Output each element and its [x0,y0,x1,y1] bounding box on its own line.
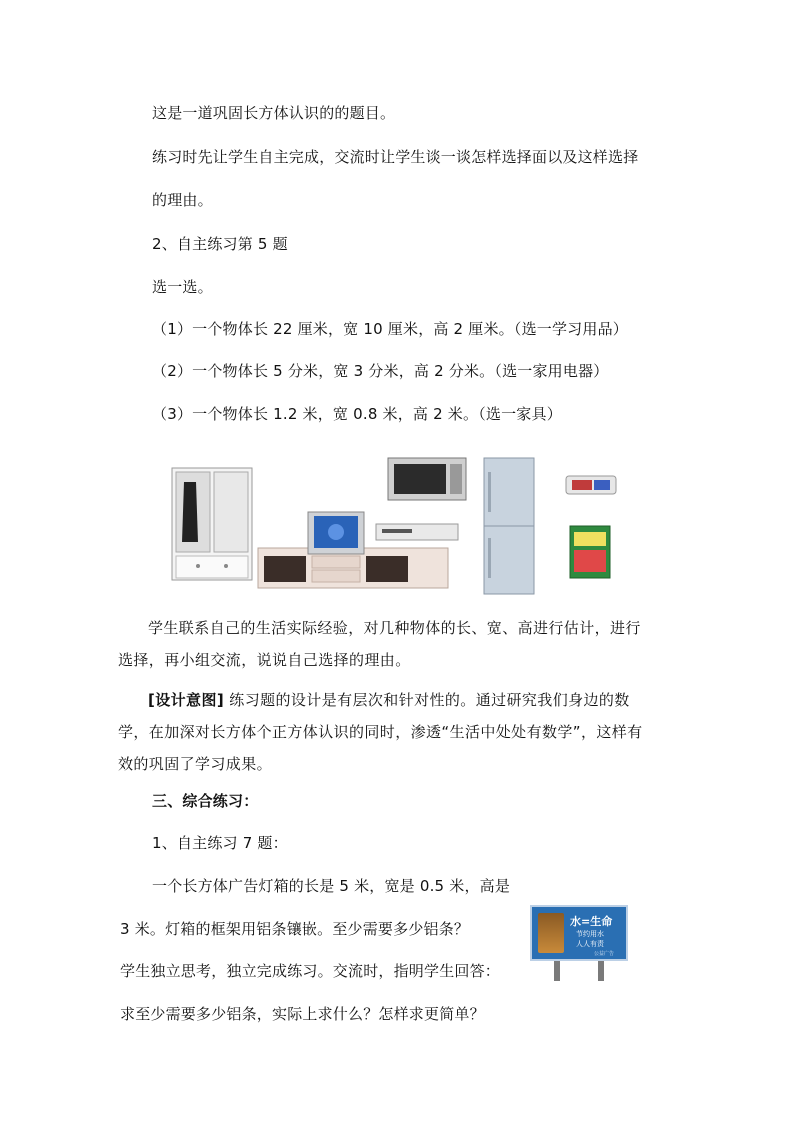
text-line-2: 练习时先让学生自主完成，交流时让学生谈一谈怎样选择面以及这样选择 [152,148,639,166]
paragraph-student-estimate: 学生联系自己的生活实际经验，对几种物体的长、宽、高进行估计，进行选择，再小组交流，说说自己选择的理由。 [118,619,641,669]
glass-icon [538,913,564,953]
text-line-3: 的理由。 [152,191,213,209]
section-heading: 三、综合练习： [152,792,259,810]
billboard-line-1: 节约用水 [576,930,604,938]
text-line-independent: 学生独立思考，独立完成练习。交流时，指明学生回答： [120,962,501,980]
objects-illustration [168,452,628,602]
exercise-heading: 2、自主练习第 5 题 [152,235,288,253]
option-2: （2）一个物体长 5 分米，宽 3 分米，高 2 分米。（选一家用电器） [152,362,609,380]
item-heading: 1、自主练习 7 题： [152,834,288,852]
option-3: （3）一个物体长 1.2 米，宽 0.8 米，高 2 米。（选一家具） [152,405,562,423]
billboard-leg-right [598,961,604,981]
wardrobe-image [172,468,252,580]
question-line-1: 一个长方体广告灯箱的长是 5 米，宽是 0.5 米，高是 [152,877,511,895]
text-line-1: 这是一道巩固长方体认识的的题目。 [152,104,396,122]
text-line-5: 选一选。 [152,278,213,296]
paragraph-design-intent [118,684,648,780]
design-intent-label: [设计意图] [148,691,225,709]
question-line-2: 3 米。灯箱的框架用铝条镶嵌。至少需要多少铝条？ [120,920,470,938]
billboard-small: 公益广告 [594,951,615,957]
option-1: （1）一个物体长 22 厘米，宽 10 厘米，高 2 厘米。（选一学习用品） [152,320,628,338]
refrigerator-image [484,458,534,594]
billboard-leg-left [554,961,560,981]
billboard-image [528,905,630,983]
billboard-panel [530,905,628,961]
billboard-line-2: 人人有责 [576,940,604,948]
design-intent-text: 练习题的设计是有层次和针对性的。通过研究我们身边的数学，在加深对长方体个正方体认识的同时，渗透“生活中处处有数学”，这样有效的巩固了学习成果。 [118,691,643,773]
microwave-image [388,458,466,500]
book-image [570,526,610,578]
dvd-player-image [376,524,458,540]
text-line-question: 求至少需要多少铝条，实际上求什么？怎样求更简单？ [120,1005,485,1023]
pencil-case-image [566,476,616,494]
billboard-title: 水=生命 [570,915,613,928]
tv-image [308,512,364,554]
